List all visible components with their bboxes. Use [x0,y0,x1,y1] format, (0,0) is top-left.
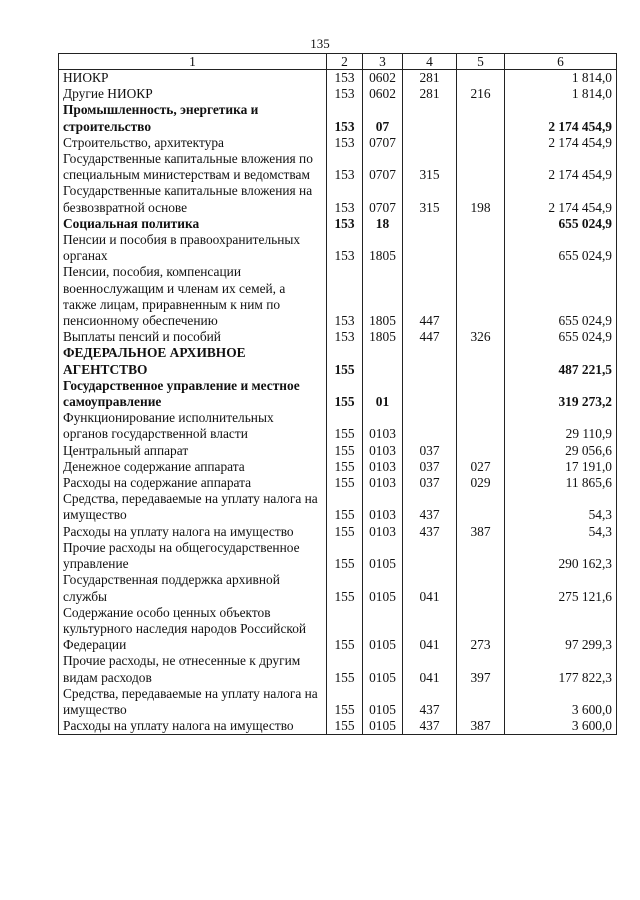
target-item-cell: 315 [403,183,457,215]
section-code-cell: 0105 [363,605,403,654]
expense-type-cell [457,491,505,523]
column-header-6: 6 [505,54,617,70]
column-header-5: 5 [457,54,505,70]
expense-name-cell: Денежное содержание аппарата [59,459,327,475]
ministry-code-cell: 155 [327,459,363,475]
ministry-code-cell: 153 [327,86,363,102]
section-code-cell: 0602 [363,86,403,102]
section-code-cell: 1805 [363,232,403,264]
expense-type-cell [457,264,505,329]
expense-name-cell: Государственная поддержка архивной службы [59,572,327,604]
target-item-cell [403,410,457,442]
expense-type-cell [457,572,505,604]
amount-cell: 2 174 454,9 [505,183,617,215]
amount-cell: 54,3 [505,524,617,540]
table-row [59,264,617,329]
expense-type-cell [457,102,505,134]
table-row [59,70,617,87]
ministry-code-cell: 155 [327,653,363,685]
target-item-cell: 437 [403,524,457,540]
section-code-cell: 0707 [363,183,403,215]
table-row [59,524,617,540]
expense-type-cell: 273 [457,605,505,654]
amount-cell: 275 121,6 [505,572,617,604]
expense-name-cell: Прочие расходы, не отнесенные к другим видам расходов [59,653,327,685]
column-header-3: 3 [363,54,403,70]
table-row [59,102,617,134]
section-code-cell: 01 [363,378,403,410]
section-code-cell: 0105 [363,718,403,735]
table-row [59,686,617,718]
section-code-cell: 0602 [363,70,403,87]
expense-type-cell: 198 [457,183,505,215]
column-header-1: 1 [59,54,327,70]
section-code-cell: 0105 [363,540,403,572]
expense-name-cell: Центральный аппарат [59,443,327,459]
amount-cell: 290 162,3 [505,540,617,572]
section-code-cell: 1805 [363,329,403,345]
target-item-cell: 315 [403,151,457,183]
expense-name-cell: Средства, передаваемые на уплату налога на имущество [59,686,327,718]
amount-cell: 2 174 454,9 [505,151,617,183]
ministry-code-cell: 155 [327,686,363,718]
expense-type-cell [457,151,505,183]
ministry-code-cell: 153 [327,70,363,87]
expense-type-cell: 387 [457,718,505,735]
target-item-cell: 041 [403,653,457,685]
section-code-cell: 0105 [363,686,403,718]
amount-cell: 655 024,9 [505,216,617,232]
ministry-code-cell: 153 [327,102,363,134]
expense-name-cell: Государственное управление и местное самоуправление [59,378,327,410]
amount-cell: 487 221,5 [505,345,617,377]
column-header-4: 4 [403,54,457,70]
target-item-cell: 447 [403,329,457,345]
section-code-cell: 0103 [363,524,403,540]
expense-name-cell: Выплаты пенсий и пособий [59,329,327,345]
amount-cell: 2 174 454,9 [505,135,617,151]
section-code-cell: 07 [363,102,403,134]
ministry-code-cell: 153 [327,232,363,264]
target-item-cell: 037 [403,475,457,491]
ministry-code-cell: 155 [327,605,363,654]
amount-cell: 177 822,3 [505,653,617,685]
expense-type-cell [457,216,505,232]
ministry-code-cell: 153 [327,135,363,151]
section-code-cell [363,345,403,377]
ministry-code-cell: 153 [327,216,363,232]
target-item-cell: 041 [403,605,457,654]
section-code-cell: 0105 [363,572,403,604]
section-code-cell: 1805 [363,264,403,329]
expense-type-cell [457,70,505,87]
table-row [59,410,617,442]
expense-name-cell: Промышленность, энергетика и строительство [59,102,327,134]
expense-type-cell: 029 [457,475,505,491]
ministry-code-cell: 155 [327,718,363,735]
expense-name-cell: Пенсии, пособия, компенсации военнослужащим и членам их семей, а также лицам, приравненным к ним по пенсионному обеспечению [59,264,327,329]
section-code-cell: 0707 [363,151,403,183]
table-row [59,151,617,183]
table-row [59,443,617,459]
expense-name-cell: Строительство, архитектура [59,135,327,151]
amount-cell: 319 273,2 [505,378,617,410]
expense-name-cell: Пенсии и пособия в правоохранительных органах [59,232,327,264]
budget-table [58,53,617,735]
target-item-cell: 437 [403,718,457,735]
table-row [59,572,617,604]
expense-name-cell: Государственные капитальные вложения на безвозвратной основе [59,183,327,215]
expense-type-cell [457,378,505,410]
section-code-cell: 0105 [363,653,403,685]
table-row [59,329,617,345]
expense-type-cell [457,410,505,442]
expense-type-cell [457,345,505,377]
ministry-code-cell: 155 [327,540,363,572]
target-item-cell: 041 [403,572,457,604]
ministry-code-cell: 153 [327,264,363,329]
expense-name-cell: Государственные капитальные вложения по специальным министерствам и ведомствам [59,151,327,183]
table-row [59,491,617,523]
section-code-cell: 18 [363,216,403,232]
section-code-cell: 0103 [363,410,403,442]
table-row [59,378,617,410]
amount-cell: 29 110,9 [505,410,617,442]
target-item-cell: 437 [403,686,457,718]
target-item-cell [403,345,457,377]
expense-name-cell: Социальная политика [59,216,327,232]
expense-type-cell: 027 [457,459,505,475]
expense-type-cell [457,686,505,718]
target-item-cell [403,102,457,134]
expense-name-cell: Расходы на уплату налога на имущество [59,718,327,735]
ministry-code-cell: 153 [327,151,363,183]
amount-cell: 29 056,6 [505,443,617,459]
table-row [59,459,617,475]
table-row [59,605,617,654]
table-row [59,475,617,491]
amount-cell: 655 024,9 [505,264,617,329]
column-header-row [59,54,617,70]
section-code-cell: 0707 [363,135,403,151]
table-row [59,232,617,264]
ministry-code-cell: 153 [327,183,363,215]
expense-name-cell: Прочие расходы на общегосударственное управление [59,540,327,572]
ministry-code-cell: 155 [327,572,363,604]
ministry-code-cell: 155 [327,524,363,540]
amount-cell: 1 814,0 [505,86,617,102]
amount-cell: 11 865,6 [505,475,617,491]
expense-name-cell: ФЕДЕРАЛЬНОЕ АРХИВНОЕ АГЕНТСТВО [59,345,327,377]
ministry-code-cell: 155 [327,345,363,377]
expense-type-cell: 397 [457,653,505,685]
expense-type-cell [457,443,505,459]
ministry-code-cell: 155 [327,378,363,410]
amount-cell: 655 024,9 [505,329,617,345]
section-code-cell: 0103 [363,459,403,475]
expense-type-cell [457,540,505,572]
target-item-cell [403,378,457,410]
expense-type-cell [457,232,505,264]
amount-cell: 655 024,9 [505,232,617,264]
ministry-code-cell: 153 [327,329,363,345]
ministry-code-cell: 155 [327,491,363,523]
table-row [59,216,617,232]
table-row [59,135,617,151]
amount-cell: 3 600,0 [505,686,617,718]
target-item-cell [403,135,457,151]
expense-name-cell: Средства, передаваемые на уплату налога на имущество [59,491,327,523]
target-item-cell: 447 [403,264,457,329]
target-item-cell: 437 [403,491,457,523]
table-row [59,718,617,735]
page-number: 135 [310,36,330,51]
section-code-cell: 0103 [363,491,403,523]
ministry-code-cell: 155 [327,410,363,442]
expense-name-cell: Расходы на содержание аппарата [59,475,327,491]
expense-type-cell: 326 [457,329,505,345]
table-row [59,653,617,685]
ministry-code-cell: 155 [327,443,363,459]
expense-type-cell: 216 [457,86,505,102]
amount-cell: 54,3 [505,491,617,523]
table-row [59,86,617,102]
target-item-cell: 281 [403,70,457,87]
target-item-cell: 037 [403,459,457,475]
section-code-cell: 0103 [363,475,403,491]
amount-cell: 2 174 454,9 [505,102,617,134]
amount-cell: 17 191,0 [505,459,617,475]
expense-type-cell: 387 [457,524,505,540]
target-item-cell [403,540,457,572]
amount-cell: 1 814,0 [505,70,617,87]
expense-name-cell: Содержание особо ценных объектов культурного наследия народов Российской Федерации [59,605,327,654]
target-item-cell [403,216,457,232]
section-code-cell: 0103 [363,443,403,459]
target-item-cell: 037 [403,443,457,459]
target-item-cell: 281 [403,86,457,102]
expense-name-cell: Расходы на уплату налога на имущество [59,524,327,540]
table-row [59,183,617,215]
amount-cell: 97 299,3 [505,605,617,654]
column-header-2: 2 [327,54,363,70]
amount-cell: 3 600,0 [505,718,617,735]
table-body [59,70,617,735]
table-row [59,345,617,377]
expense-name-cell: НИОКР [59,70,327,87]
expense-type-cell [457,135,505,151]
ministry-code-cell: 155 [327,475,363,491]
table-row [59,540,617,572]
expense-name-cell: Функционирование исполнительных органов государственной власти [59,410,327,442]
expense-name-cell: Другие НИОКР [59,86,327,102]
target-item-cell [403,232,457,264]
